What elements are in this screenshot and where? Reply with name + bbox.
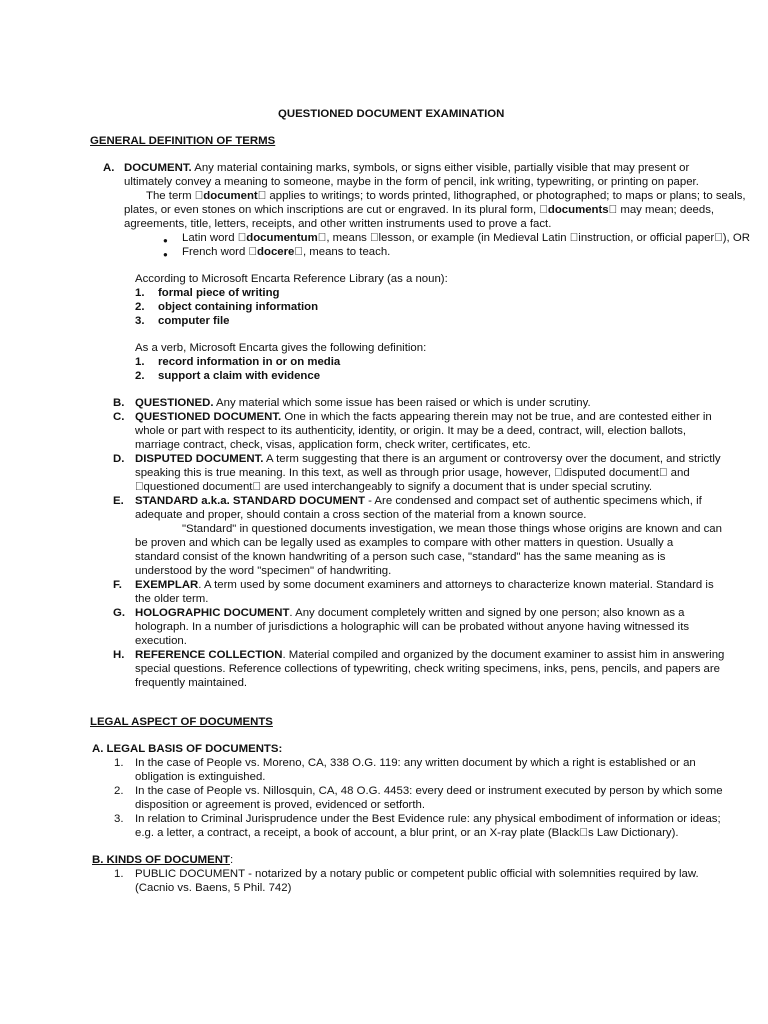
legal-basis-item-line1: In the case of People vs. Moreno, CA, 338 O.G. 119: any written document by which a right is established or an bbox=[135, 757, 696, 769]
general-definitions-heading: GENERAL DEFINITION OF TERMS bbox=[90, 135, 276, 147]
bullet-icon: ● bbox=[163, 250, 168, 259]
bullet-icon: ● bbox=[163, 236, 168, 245]
verb-list-item: 2. bbox=[135, 370, 145, 382]
noun-list-item: 3. bbox=[135, 315, 145, 327]
legal-aspect-heading: LEGAL ASPECT OF DOCUMENTS bbox=[90, 716, 273, 728]
noun-list-text: computer file bbox=[158, 315, 230, 327]
item-a-bullet2: French word  docere , means to teach. bbox=[182, 246, 391, 258]
encarta-verb-intro: As a verb, Microsoft Encarta gives the following definition: bbox=[135, 342, 427, 354]
item-e-line6: understood by the word "specimen" of handwriting. bbox=[135, 565, 392, 577]
item-b-line1: QUESTIONED. Any material which some issue has been raised or which is under scrutiny. bbox=[135, 397, 591, 409]
legal-basis-item-num: 3. bbox=[114, 813, 124, 825]
item-d-line1: DISPUTED DOCUMENT. A term suggesting that there is an argument or controversy over the document, and strictly bbox=[135, 453, 721, 465]
item-e-line3: "Standard" in questioned documents investigation, we mean those things whose origins are known and can bbox=[182, 523, 722, 535]
item-c-letter: C. bbox=[113, 411, 125, 423]
kinds-of-document-heading: B. KINDS OF DOCUMENT: bbox=[92, 854, 234, 866]
item-f-line1: EXEMPLAR. A term used by some document examiners and attorneys to characterize known material. Standard is bbox=[135, 579, 714, 591]
item-h-line3: frequently maintained. bbox=[135, 677, 248, 689]
item-a-letter: A. bbox=[103, 162, 115, 174]
legal-basis-item-line1: In the case of People vs. Nillosquin, CA, 48 O.G. 4453: every deed or instrument executed by person by which some bbox=[135, 785, 723, 797]
item-a-term: DOCUMENT. bbox=[124, 162, 192, 174]
item-e-line2: adequate and proper, should contain a cross section of the material from a known source. bbox=[135, 509, 587, 521]
item-e-line4: be proven and which can be legally used as examples to compare with other matters in question. Usually a bbox=[135, 537, 674, 549]
noun-list-item: 1. bbox=[135, 287, 145, 299]
item-c-line2: whole or part with respect to its authenticity, identity, or origin. It may be a deed, contract, will, election ballots, bbox=[135, 425, 687, 437]
noun-list-item: 2. bbox=[135, 301, 145, 313]
item-a-line5: agreements, title, letters, receipts, and other written instruments used to prove a fact. bbox=[124, 218, 552, 230]
item-c-line3: marriage contract, check, visas, application form, check writer, certificates, etc. bbox=[135, 439, 531, 451]
legal-basis-item-num: 1. bbox=[114, 757, 124, 769]
item-h-letter: H. bbox=[113, 649, 125, 661]
item-h-line1: REFERENCE COLLECTION. Material compiled and organized by the document examiner to assist him in answering bbox=[135, 649, 725, 661]
legal-basis-item-line2: e.g. a letter, a contract, a receipt, a book of account, a blur print, or an X-ray plate (Black s Law Dictionary). bbox=[135, 827, 679, 839]
item-e-letter: E. bbox=[113, 495, 124, 507]
kinds-item-num: 1. bbox=[114, 868, 124, 880]
item-g-line1: HOLOGRAPHIC DOCUMENT. Any document completely written and signed by one person; also known as a bbox=[135, 607, 685, 619]
item-g-line2: holograph. In a number of jurisdictions a holographic will can be probated without anyone having witnessed its bbox=[135, 621, 690, 633]
item-a-bullet1: Latin word  documentum , means  lesson, or example (in Medieval Latin  instruction, or official paper ), OR bbox=[182, 232, 750, 244]
encarta-noun-intro: According to Microsoft Encarta Reference Library (as a noun): bbox=[135, 273, 448, 285]
item-a-line3: The term  document  applies to writings; to words printed, lithographed, or photographed; to maps or plans; to seals, bbox=[146, 190, 746, 202]
item-d-line2: speaking this is true meaning. In this text, as well as through prior usage, however,  disputed document  and bbox=[135, 467, 690, 479]
item-a-line4: plates, or even stones on which inscriptions are cut or engraved. In its plural form,  documents  may mean; deeds, bbox=[124, 204, 715, 216]
item-e-line1: STANDARD a.k.a. STANDARD DOCUMENT - Are condensed and compact set of authentic specimens which, if bbox=[135, 495, 702, 507]
kinds-item-line1: PUBLIC DOCUMENT - notarized by a notary public or competent public official with solemnities required by law. bbox=[135, 868, 699, 880]
item-f-letter: F. bbox=[113, 579, 122, 591]
verb-list-item: 1. bbox=[135, 356, 145, 368]
item-g-line3: execution. bbox=[135, 635, 187, 647]
verb-list-text: support a claim with evidence bbox=[158, 370, 321, 382]
item-a-line2: ultimately convey a meaning to someone, maybe in the form of pencil, ink writing, typewriting, or printing on paper. bbox=[124, 176, 699, 188]
item-c-line1: QUESTIONED DOCUMENT. One in which the facts appearing therein may not be true, and are contested either in bbox=[135, 411, 712, 423]
item-e-line5: standard consist of the known handwriting of a person such case, "standard" has the same meaning as is bbox=[135, 551, 666, 563]
legal-basis-item-num: 2. bbox=[114, 785, 124, 797]
item-f-line2: the older term. bbox=[135, 593, 209, 605]
kinds-item-line2: (Cacnio vs. Baens, 5 Phil. 742) bbox=[135, 882, 292, 894]
legal-basis-item-line1: In relation to Criminal Jurisprudence under the Best Evidence rule: any physical embodiment of information or ideas; bbox=[135, 813, 721, 825]
noun-list-text: formal piece of writing bbox=[158, 287, 280, 299]
legal-basis-item-line2: obligation is extinguished. bbox=[135, 771, 266, 783]
item-d-letter: D. bbox=[113, 453, 125, 465]
item-h-line2: special questions. Reference collections of typewriting, check writing specimens, inks, pens, pencils, and papers are bbox=[135, 663, 721, 675]
item-g-letter: G. bbox=[113, 607, 126, 619]
item-b-letter: B. bbox=[113, 397, 125, 409]
legal-basis-item-line2: disposition or agreement is proved, evidenced or setforth. bbox=[135, 799, 425, 811]
legal-basis-heading: A. LEGAL BASIS OF DOCUMENTS: bbox=[92, 743, 283, 755]
verb-list-text: record information in or on media bbox=[158, 356, 341, 368]
item-a-line1: DOCUMENT. Any material containing marks, symbols, or signs either visible, partially visible that may present or bbox=[124, 162, 690, 174]
page-title: QUESTIONED DOCUMENT EXAMINATION bbox=[278, 108, 505, 120]
item-d-line3:  questioned document  are used interchangeably to signify a document that is under special scrutiny. bbox=[135, 481, 653, 493]
noun-list-text: object containing information bbox=[158, 301, 319, 313]
